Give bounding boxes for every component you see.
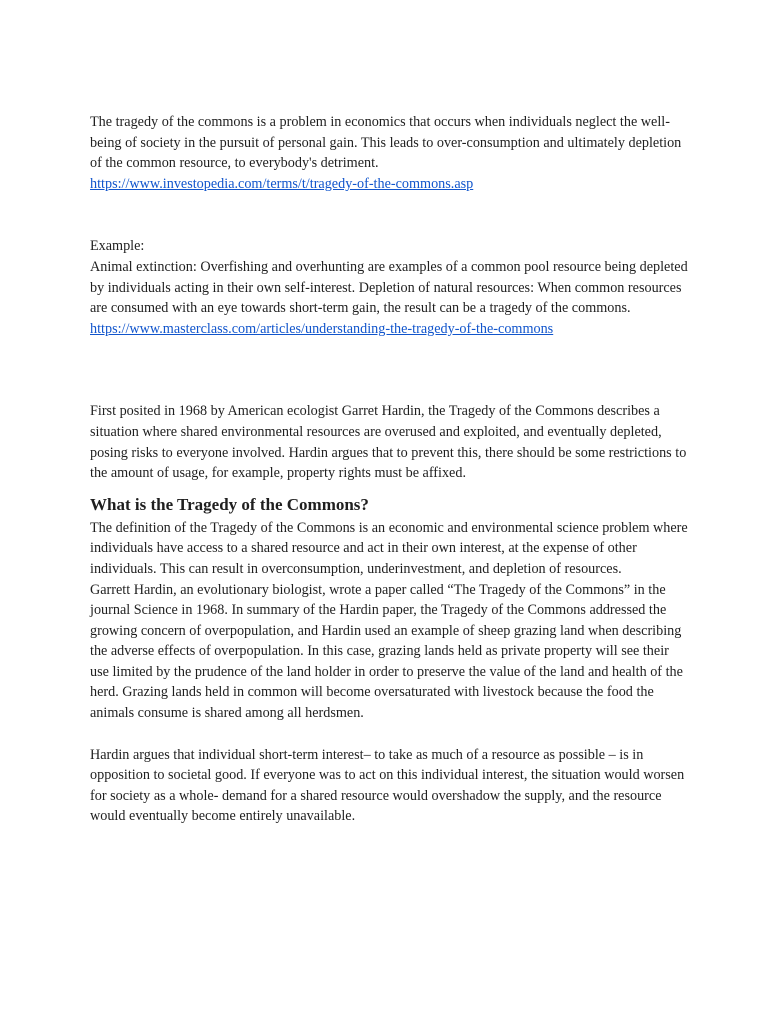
spacer: [90, 194, 690, 236]
investopedia-link[interactable]: https://www.investopedia.com/terms/t/tragedy-of-the-commons.asp: [90, 175, 474, 192]
masterclass-link[interactable]: https://www.masterclass.com/articles/understanding-the-tragedy-of-the-commons: [90, 320, 554, 337]
short-term-interest-paragraph: Hardin argues that individual short-term interest– to take as much of a resource as possible – is in opposition to societal good. If everyone was to act on this individual interest, the situation would worsen for society as a whole- demand for a shared resource would overshadow the supply, and the resource would eventually become entirely unavailable.: [90, 746, 685, 825]
hardin-paragraph: First posited in 1968 by American ecologist Garret Hardin, the Tragedy of the Commons describes a situation where shared environmental resources are overused and exploited, and eventually depleted, posing risks to everyone involved. Hardin argues that to prevent this, there should be some restrictions to the amount of usage, for example, property rights must be affixed.: [90, 403, 687, 482]
section-heading: What is the Tragedy of the Commons?: [90, 494, 369, 514]
definition-paragraph: The definition of the Tragedy of the Commons is an economic and environmental science problem where individuals have access to a shared resource and act in their own interest, at the expense of other individuals. This can result in overconsumption, underinvestment, and depletion of resources.: [90, 519, 688, 577]
spacer: [90, 339, 690, 401]
intro-paragraph: The tragedy of the commons is a problem in economics that occurs when individuals neglect the well-being of society in the pursuit of personal gain. This leads to over-consumption and ultimately depletion of the common resource, to everybody's detriment.: [90, 114, 682, 172]
example-label: Example:: [90, 238, 145, 255]
example-paragraph: Animal extinction: Overfishing and overhunting are examples of a common pool resource being depleted by individuals acting in their own self-interest. Depletion of natural resources: When common resources are consumed with an eye towards short-term gain, the result can be a tragedy of the commons.: [90, 258, 688, 317]
hardin-paper-paragraph: Garrett Hardin, an evolutionary biologist, wrote a paper called “The Tragedy of the Commons” in the journal Science in 1968. In summary of the Hardin paper, the Tragedy of the Commons addressed the growing concern of overpopulation, and Hardin used an example of sheep grazing land when describing the adverse effects of overpopulation. In this case, grazing lands held as private property will see their use limited by the prudence of the land holder in order to preserve the value of the land and health of the herd. Grazing lands held in common will become oversaturated with livestock because the food the animals consume is shared among all herdsmen.: [90, 581, 683, 722]
document-page: [90, 112, 690, 827]
spacer: [90, 724, 690, 745]
